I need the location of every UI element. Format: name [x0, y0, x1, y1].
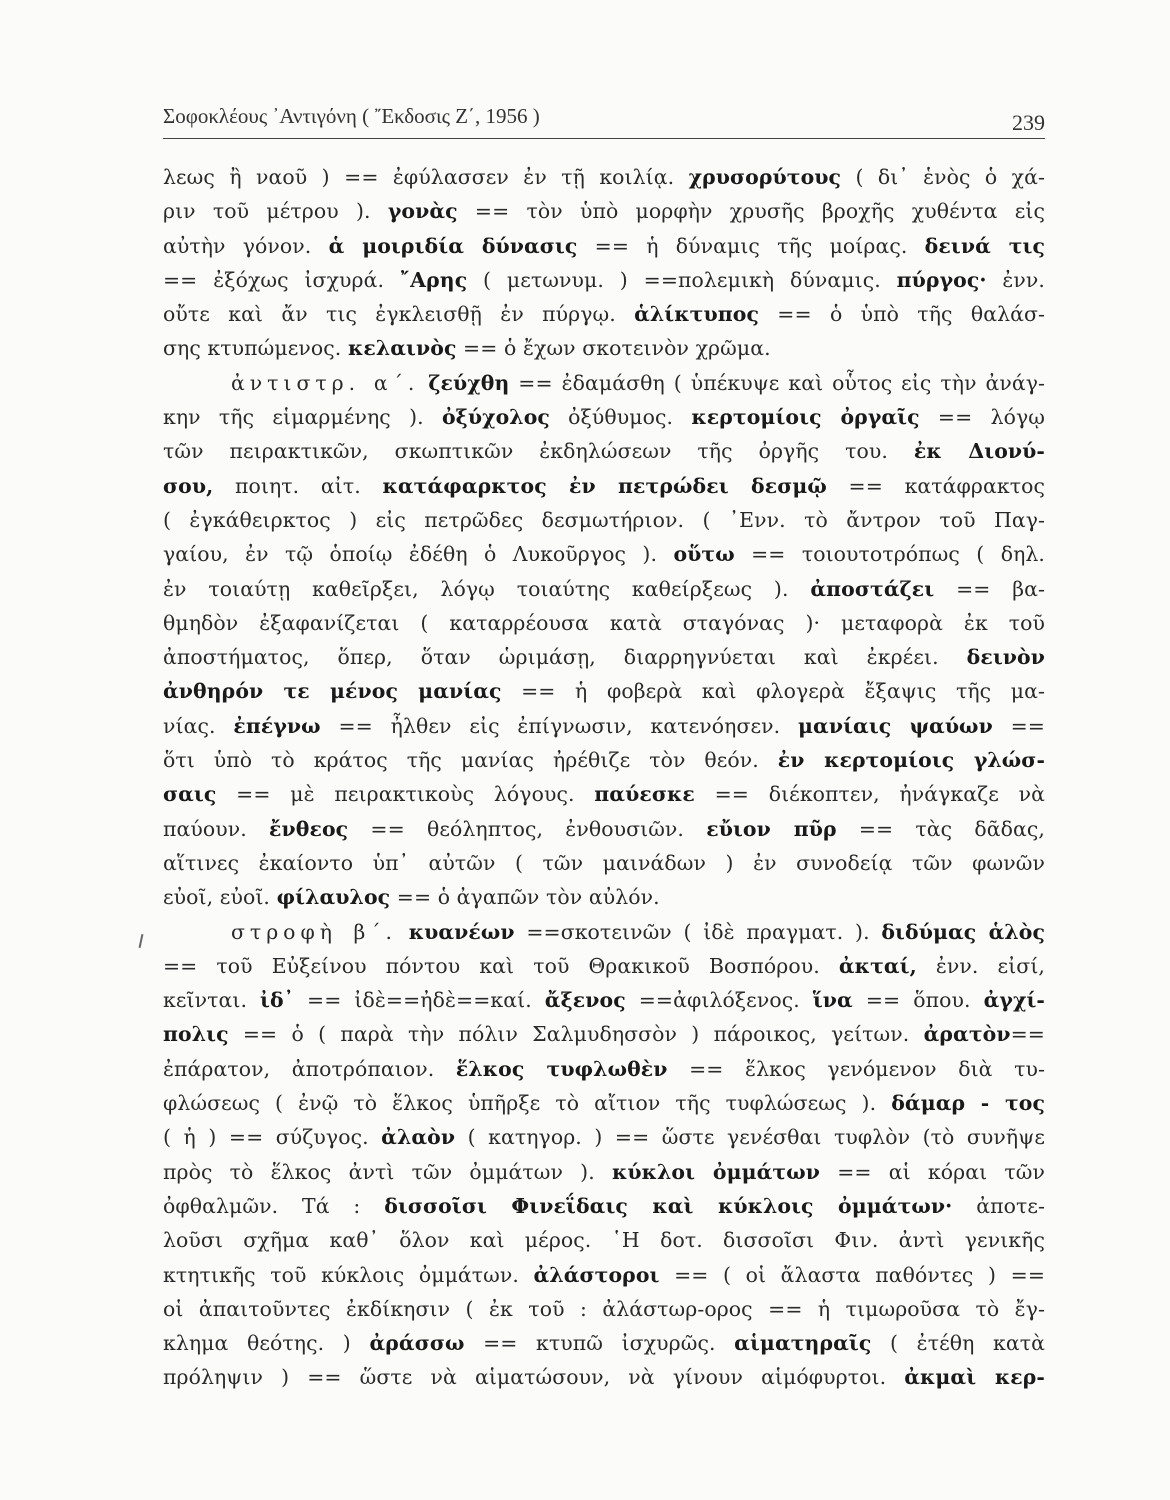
text-line	[163, 1086, 1045, 1120]
gloss-text: ἐνν. εἰσί,	[916, 953, 1045, 978]
lemma-term: ἀγχί-	[983, 988, 1045, 1013]
gloss-text: ==	[992, 713, 1045, 738]
lemma-term: σου,	[163, 473, 214, 498]
gloss-text: ( μετωνυμ. ) ==πολεμικὴ δύναμις.	[467, 267, 897, 292]
text-line	[163, 400, 1045, 434]
gloss-text: == ἐδαμάσθη ( ὑπέκυψε καὶ οὗτος εἰς τὴν ἀνάγ-	[509, 370, 1045, 395]
gloss-text: ἀποτε-	[952, 1193, 1045, 1218]
lemma-term: ἐπέγνω	[233, 713, 321, 738]
gloss-text	[397, 920, 409, 944]
gloss-text: == τὰς δᾶδας,	[836, 816, 1045, 841]
gloss-text: == θεόληπτος, ἐνθουσιῶν.	[348, 816, 707, 841]
gloss-text: == διέκοπτεν, ἠνάγκαζε νὰ	[694, 782, 1045, 807]
gloss-text: == ὅπου.	[852, 988, 984, 1013]
gloss-text: λοῦσι σχῆμα καθ᾿ ὅλον καὶ μέρος. ῾Η δοτ. δισσοῖσι Φιν. ἀντὶ γενικῆς	[163, 1228, 1045, 1253]
page-number: 239	[1012, 110, 1045, 135]
lemma-term: ἄξενος	[544, 988, 626, 1013]
lemma-term: ἕλκος τυφλωθὲν	[455, 1056, 668, 1081]
gloss-text: ἐνν.	[986, 267, 1045, 292]
lemma-term: χρυσορύτους	[688, 165, 842, 189]
gloss-text: == ἡ φοβερὰ καὶ φλογερὰ ἔξαψις τῆς μα-	[501, 679, 1045, 704]
gloss-text: κεῖνται.	[163, 988, 261, 1013]
gloss-text: φλώσεως ( ἐνῷ τὸ ἕλκος ὑπῆρξε τὸ αἴτιον τῆς τυφλώσεως ).	[163, 1091, 892, 1116]
lemma-term: οὕτω	[673, 542, 735, 567]
gloss-text: ὅτι ὑπὸ τὸ κράτος τῆς μανίας ἠρέθιζε τὸν θεόν.	[163, 748, 778, 773]
gloss-text: == τοιουτοτρόπως ( δηλ.	[734, 542, 1045, 567]
gloss-text: αὐτὴν γόνον.	[163, 233, 329, 258]
lemma-term: ῎Αρης	[399, 267, 468, 292]
text-line	[163, 229, 1045, 263]
lemma-term: ζεύχθη	[428, 370, 510, 395]
lemma-term: δισσοῖσι Φινεΐδαις καὶ κύκλοις ὀμμάτων·	[384, 1193, 953, 1218]
lemma-term: ἐκ Διονύ-	[913, 439, 1045, 464]
lemma-term: ἀκμαὶ κερ-	[904, 1365, 1045, 1390]
gloss-text: ==σκοτεινῶν ( ἰδὲ πραγματ. ).	[514, 919, 882, 944]
lemma-term: γονὰς	[387, 199, 458, 224]
text-line	[163, 503, 1045, 537]
text-line	[163, 915, 1045, 949]
gloss-text: == ὁ ( παρὰ τὴν πόλιν Σαλμυδησσὸν ) πάροικος, γείτων.	[228, 1022, 924, 1047]
text-line	[163, 1017, 1045, 1051]
text-line	[163, 1120, 1045, 1154]
gloss-text: ==ἀφιλόξενος.	[625, 988, 813, 1013]
text-line	[163, 331, 1045, 365]
lemma-term: αἱματηραῖς	[734, 1331, 872, 1356]
lemma-term: δεινὸν	[966, 645, 1045, 670]
text-line	[163, 572, 1045, 606]
gloss-text: πρὸς τὸ ἕλκος ἀντὶ τῶν ὀμμάτων ).	[163, 1159, 612, 1184]
lemma-term: κερτομίοις ὀργαῖς	[691, 405, 920, 430]
gloss-text: ριν τοῦ μέτρου ).	[163, 199, 388, 224]
gloss-text: ὀφθαλμῶν. Τά :	[163, 1193, 385, 1218]
gloss-text: οἱ ἀπαιτοῦντες ἐκδίκησιν ( ἐκ τοῦ : ἀλάστωρ-ορος == ἡ τιμωροῦσα τὸ ἔγ-	[163, 1296, 1045, 1321]
text-line	[163, 777, 1045, 811]
gloss-text: ποιητ. αἰτ.	[213, 473, 383, 498]
lemma-term: δάμαρ - τος	[891, 1091, 1046, 1116]
lemma-term: ἀράσσω	[369, 1331, 465, 1356]
text-line	[163, 812, 1045, 846]
gloss-text: γαίου, ἐν τῷ ὁποίῳ ἐδέθη ὁ Λυκοῦργος ).	[163, 542, 674, 567]
gloss-text: == βα-	[934, 576, 1045, 601]
lemma-term: σαις	[163, 782, 217, 807]
gloss-text	[419, 371, 428, 395]
text-line	[163, 709, 1045, 743]
text-line	[163, 434, 1045, 468]
gloss-text: παύουν.	[163, 816, 270, 841]
lemma-term: ἐν κερτομίοις γλώσ-	[777, 748, 1046, 773]
lemma-term: ἀκταί,	[838, 953, 917, 978]
text-line	[163, 469, 1045, 503]
text-line	[163, 1360, 1045, 1394]
lemma-term: φίλαυλος	[276, 885, 391, 910]
text-line	[163, 1292, 1045, 1326]
text-line	[163, 983, 1045, 1017]
lemma-term: πύργος·	[896, 267, 987, 292]
lemma-term: ἀλαὸν	[381, 1125, 456, 1150]
text-line	[163, 1223, 1045, 1257]
text-line	[163, 949, 1045, 983]
gloss-text: οὔτε καὶ ἄν τις ἐγκλεισθῇ ἐν πύργῳ.	[163, 302, 635, 327]
text-line	[163, 743, 1045, 777]
text-line	[163, 537, 1045, 571]
header-title: Σοφοκλέους ᾿Αντιγόνη ( ῎Εκδοσις Ζ΄, 1956 )	[163, 104, 540, 128]
gloss-text: == μὲ πειρακτικοὺς λόγους.	[216, 782, 595, 807]
gloss-text: ( ἡ ) == σύζυγος.	[163, 1125, 382, 1150]
text-line	[163, 640, 1045, 674]
lemma-term: ἀρατὸν	[923, 1022, 1011, 1047]
gloss-text: == αἱ κόραι τῶν	[820, 1159, 1045, 1184]
gloss-text: == ἦλθεν εἰς ἐπίγνωσιν, κατενόησεν.	[320, 713, 799, 738]
running-header	[163, 104, 1045, 139]
gloss-text: σης κτυπώμενος.	[163, 336, 348, 361]
text-line	[163, 366, 1045, 400]
gloss-text: ἀποστήματος, ὅπερ, ὅταν ὡριμάσῃ, διαρρηγνύεται καὶ ἐκρέει.	[163, 645, 967, 670]
gloss-text: == τοῦ Εὐξείνου πόντου καὶ τοῦ Θρακικοῦ Βοσπόρου.	[163, 953, 839, 978]
gloss-text: == ὁ ὑπὸ τῆς θαλάσ-	[758, 302, 1045, 327]
section-marker: ἀντιστρ. α΄.	[231, 370, 420, 395]
gloss-text: ( ἐγκάθειρκτος ) εἰς πετρῶδες δεσμωτήριον. ( ᾿Ενν. τὸ ἄντρον τοῦ Παγ-	[163, 507, 1045, 532]
lemma-term: πολις	[163, 1022, 229, 1047]
text-line	[163, 160, 1045, 194]
gloss-text: == ἐξόχως ἰσχυρά.	[163, 267, 400, 292]
lemma-term: κελαινὸς	[347, 336, 457, 361]
gloss-text: κτητικῆς τοῦ κύκλοις ὀμμάτων.	[163, 1262, 534, 1287]
gloss-text: εὐοῖ, εὐοῖ.	[163, 885, 277, 910]
lemma-term: διδύμας ἁλὸς	[881, 919, 1045, 944]
text-line	[163, 674, 1045, 708]
lemma-term: ἰδ᾿	[260, 988, 295, 1013]
gloss-text: == κατάφρακτος	[826, 473, 1046, 498]
gloss-text: ἐπάρατον, ἀποτρόπαιον.	[163, 1056, 456, 1081]
text-line	[163, 846, 1045, 880]
gloss-text: ( δι᾿ ἑνὸς ὁ χά-	[841, 165, 1045, 189]
text-line	[163, 194, 1045, 228]
margin-mark	[139, 934, 144, 948]
lemma-term: ἁλίκτυπος	[634, 302, 759, 327]
text-line	[163, 297, 1045, 331]
text-line	[163, 880, 1045, 914]
text-line	[163, 1052, 1045, 1086]
lemma-term: ἵνα	[812, 988, 853, 1013]
gloss-text: κην τῆς εἱμαρμένης ).	[163, 405, 442, 430]
gloss-text: == ἕλκος γενόμενον διὰ τυ-	[667, 1056, 1045, 1081]
gloss-text: ( ἐτέθη κατὰ	[871, 1331, 1045, 1356]
text-line	[163, 263, 1045, 297]
gloss-text: == λόγῳ	[919, 405, 1045, 430]
gloss-text: τῶν πειρακτικῶν, σκωπτικῶν ἐκδηλώσεων τῆς ὀργῆς του.	[163, 439, 914, 464]
gloss-text: == ἡ δύναμις τῆς μοίρας.	[577, 233, 925, 258]
gloss-text: θμηδὸν ἐξαφανίζεται ( καταρρέουσα κατὰ σταγόνας )· μεταφορὰ ἐκ τοῦ	[163, 610, 1045, 635]
gloss-text: == τὸν ὑπὸ μορφὴν χρυσῆς βροχῆς χυθέντα εἰς	[457, 199, 1045, 224]
text-line	[163, 1326, 1045, 1360]
gloss-text: ὀξύθυμος.	[549, 405, 692, 430]
lemma-term: δεινά τις	[924, 233, 1046, 258]
section-marker: στροφὴ β΄.	[231, 919, 398, 944]
gloss-text: == ὁ ἔχων σκοτεινὸν χρῶμα.	[456, 336, 771, 361]
body-text	[163, 160, 1045, 1395]
lemma-term: εὔιον πῦρ	[706, 816, 837, 841]
gloss-text: ==	[1010, 1022, 1045, 1047]
gloss-text: == κτυπῶ ἰσχυρῶς.	[464, 1331, 735, 1356]
lemma-term: ἀποστάζει	[810, 576, 935, 601]
lemma-term: κυανέων	[408, 919, 515, 944]
lemma-term: κατάφαρκτος ἐν πετρώδει δεσμῷ	[382, 473, 827, 498]
gloss-text: αἵτινες ἐκαίοντο ὑπ᾿ αὐτῶν ( τῶν μαινάδων ) ἐν συνοδείᾳ τῶν φωνῶν	[163, 850, 1045, 875]
text-line	[163, 1258, 1045, 1292]
gloss-text: πρόληψιν ) == ὥστε νὰ αἱματώσουν, νὰ γίνουν αἱμόφυρτοι.	[163, 1365, 905, 1390]
lemma-term: ἀνθηρόν τε μένος μανίας	[163, 679, 502, 704]
gloss-text: == ( οἱ ἄλαστα παθόντες ) ==	[659, 1262, 1046, 1287]
lemma-term: ἀλάστοροι	[533, 1262, 660, 1287]
lemma-term: παύεσκε	[594, 782, 695, 807]
gloss-text: == ἰδὲ==ἠδὲ==καί.	[294, 988, 545, 1013]
lemma-term: ὀξύχολος	[441, 405, 550, 430]
lemma-term: ἔνθεος	[269, 816, 349, 841]
lemma-term: μανίαις ψαύων	[798, 713, 993, 738]
text-line	[163, 606, 1045, 640]
lemma-term: ἁ μοιριδία δύνασις	[328, 233, 578, 258]
text-line	[163, 1189, 1045, 1223]
text-line	[163, 1155, 1045, 1189]
gloss-text: λεως ἢ ναοῦ ) == ἐφύλασσεν ἐν τῇ κοιλίᾳ.	[163, 165, 689, 189]
gloss-text: κλημα θεότης. )	[163, 1331, 370, 1356]
lemma-term: κύκλοι ὀμμάτων	[612, 1159, 821, 1184]
gloss-text: νίας.	[163, 713, 234, 738]
gloss-text: ἐν τοιαύτῃ καθεῖρξει, λόγῳ τοιαύτης καθείρξεως ).	[163, 576, 811, 601]
gloss-text: == ὁ ἀγαπῶν τὸν αὐλόν.	[390, 885, 660, 910]
gloss-text: ( κατηγορ. ) == ὥστε γενέσθαι τυφλὸν (τὸ συνῆψε	[455, 1125, 1045, 1150]
